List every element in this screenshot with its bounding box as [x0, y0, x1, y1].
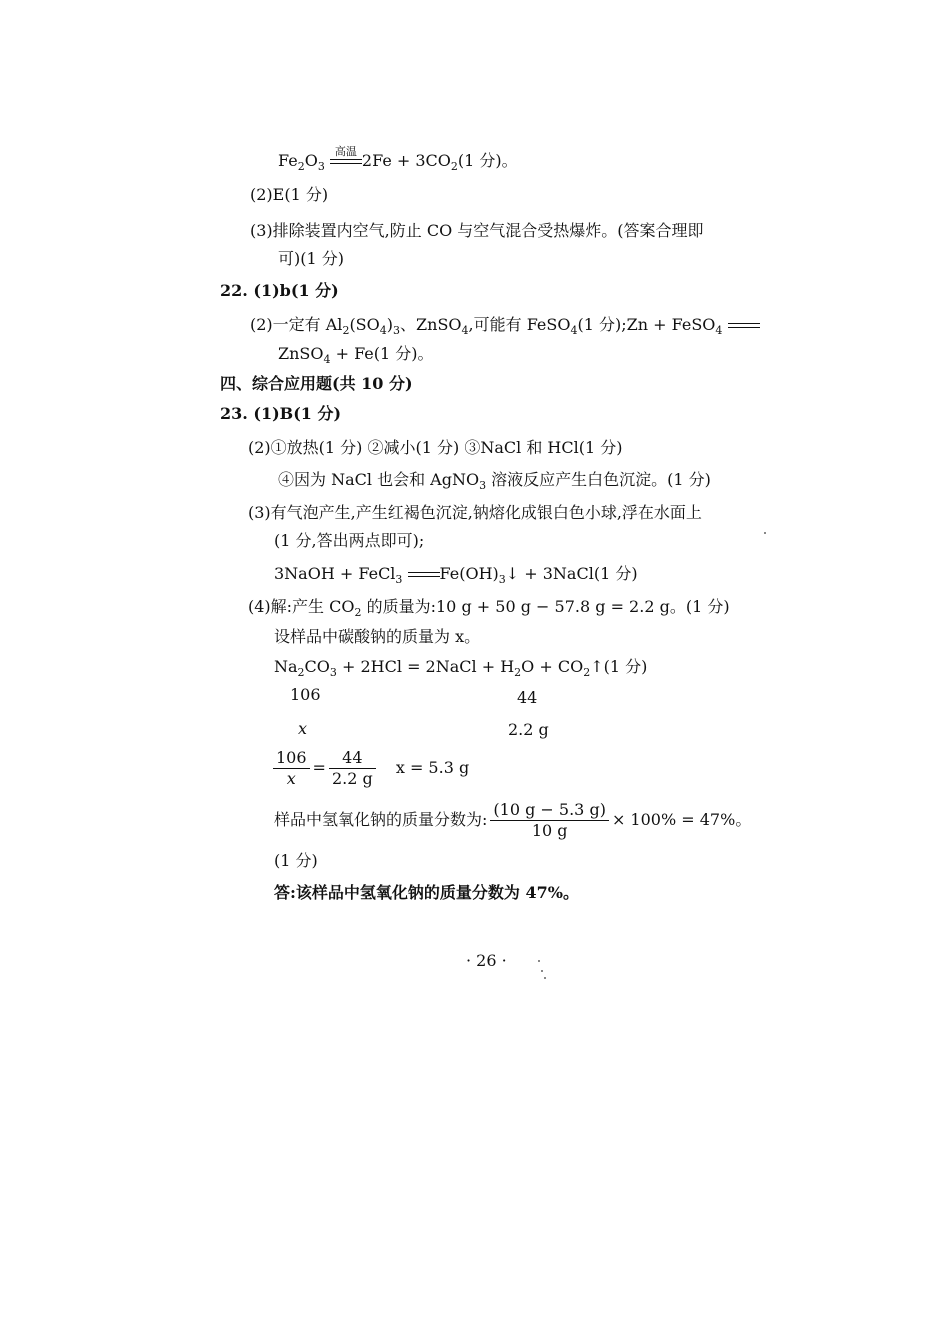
subscript: 2: [450, 160, 458, 173]
text: ↓ + 3NaCl(1 分): [505, 564, 638, 583]
text: + 2HCl = 2NaCl + H: [336, 657, 515, 676]
text: O + CO: [521, 657, 584, 676]
scan-speck: [764, 532, 766, 534]
text: 样品中氢氧化钠的质量分数为:: [274, 810, 488, 829]
question-23-line: 23. (1)B(1 分): [220, 404, 342, 423]
subscript: 4: [323, 353, 331, 366]
text: (4)解:产生 CO: [248, 597, 355, 616]
answer-line-13: (1 分,答出两点即可);: [274, 531, 425, 550]
fraction-3: [490, 800, 609, 841]
reaction-arrow: [330, 144, 362, 167]
question-22-line: 22. (1)b(1 分): [220, 281, 339, 300]
answer-line-16: 设样品中碳酸钠的质量为 x。: [274, 627, 481, 646]
text: (SO: [349, 315, 380, 334]
numerator: 44: [329, 748, 376, 769]
answer-line-12: (3)有气泡产生,产生红褐色沉淀,钠熔化成银白色小球,浮在水面上: [248, 503, 702, 522]
text: O: [304, 151, 318, 170]
scan-speck: [544, 977, 546, 979]
page-number: · 26 ·: [466, 951, 507, 970]
text: Fe(OH): [439, 564, 499, 583]
text: ZnSO: [278, 344, 324, 363]
subscript: 3: [395, 573, 403, 586]
equals-sign: [728, 321, 760, 331]
result: x = 5.3 g: [395, 758, 470, 777]
subscript: 3: [498, 573, 506, 586]
fraction-2: [329, 748, 376, 789]
subscript: 4: [715, 324, 723, 337]
subscript: 2: [297, 160, 305, 173]
answer-line-6: [250, 314, 760, 342]
denominator: 2.2 g: [331, 769, 373, 788]
section-heading: 四、综合应用题(共 10 分): [220, 374, 413, 393]
scan-speck: [538, 960, 540, 962]
answer-line-4: 可)(1 分): [278, 249, 344, 268]
equals: =: [312, 758, 326, 777]
subscript: 2: [514, 666, 522, 679]
text: 的质量为:10 g + 50 g − 57.8 g = 2.2 g。(1 分): [361, 597, 730, 616]
text: Fe: [278, 151, 298, 170]
subscript: 3: [479, 479, 487, 492]
text: (1 分)。: [457, 151, 518, 170]
answer-line-11: [278, 469, 711, 497]
score-line: (1 分): [274, 851, 318, 870]
equation-line-1: [278, 144, 518, 178]
reaction-condition: 高温: [334, 144, 357, 158]
text: + Fe(1 分)。: [330, 344, 434, 363]
text: × 100% = 47%。: [611, 810, 752, 829]
denominator: 10 g: [531, 821, 568, 840]
text: (2)一定有 Al: [250, 315, 343, 334]
text: 溶液反应产生白色沉淀。(1 分): [486, 470, 711, 489]
subscript: 4: [461, 324, 469, 337]
subscript: 2: [354, 606, 362, 619]
answer-line-15: [248, 596, 730, 624]
subscript: 2: [583, 666, 591, 679]
final-answer: 答:该样品中氢氧化钠的质量分数为 47%。: [274, 883, 579, 902]
text: 2Fe + 3CO: [361, 151, 451, 170]
equation-line-17: [274, 656, 647, 684]
unknown-x: x: [298, 719, 308, 738]
text: 、ZnSO: [400, 315, 462, 334]
subscript: 3: [317, 160, 325, 173]
proportion-equation: [270, 748, 469, 789]
text: ): [386, 315, 394, 334]
text: ,可能有 FeSO: [468, 315, 571, 334]
subscript: 4: [570, 324, 578, 337]
subscript: 3: [329, 666, 337, 679]
subscript: 4: [379, 324, 387, 337]
text: 3NaOH + FeCl: [274, 564, 396, 583]
answer-line-7: [278, 343, 434, 371]
text: Na: [274, 657, 298, 676]
answer-line-2: (2)E(1 分): [250, 185, 329, 204]
fraction-1: [273, 748, 310, 789]
answer-line-10: (2)①放热(1 分) ②减小(1 分) ③NaCl 和 HCl(1 分): [248, 438, 623, 457]
equals-sign: [408, 570, 440, 580]
numerator: (10 g − 5.3 g): [490, 800, 609, 821]
scan-speck: [541, 970, 543, 972]
mass-co2: 2.2 g: [508, 720, 549, 739]
text: CO: [304, 657, 330, 676]
text: ↑(1 分): [590, 657, 648, 676]
subscript: 2: [297, 666, 305, 679]
equation-line-14: [274, 563, 638, 591]
numerator: 106: [273, 748, 310, 769]
subscript: 3: [393, 324, 401, 337]
mass-fraction-line: [274, 800, 751, 841]
text: (1 分);Zn + FeSO: [577, 315, 716, 334]
molar-mass-co2: 44: [517, 688, 538, 707]
denominator: x: [286, 769, 296, 788]
molar-mass-na2co3: 106: [290, 685, 321, 704]
answer-line-3: (3)排除装置内空气,防止 CO 与空气混合受热爆炸。(答案合理即: [250, 221, 704, 240]
subscript: 2: [342, 324, 350, 337]
text: ④因为 NaCl 也会和 AgNO: [278, 470, 480, 489]
